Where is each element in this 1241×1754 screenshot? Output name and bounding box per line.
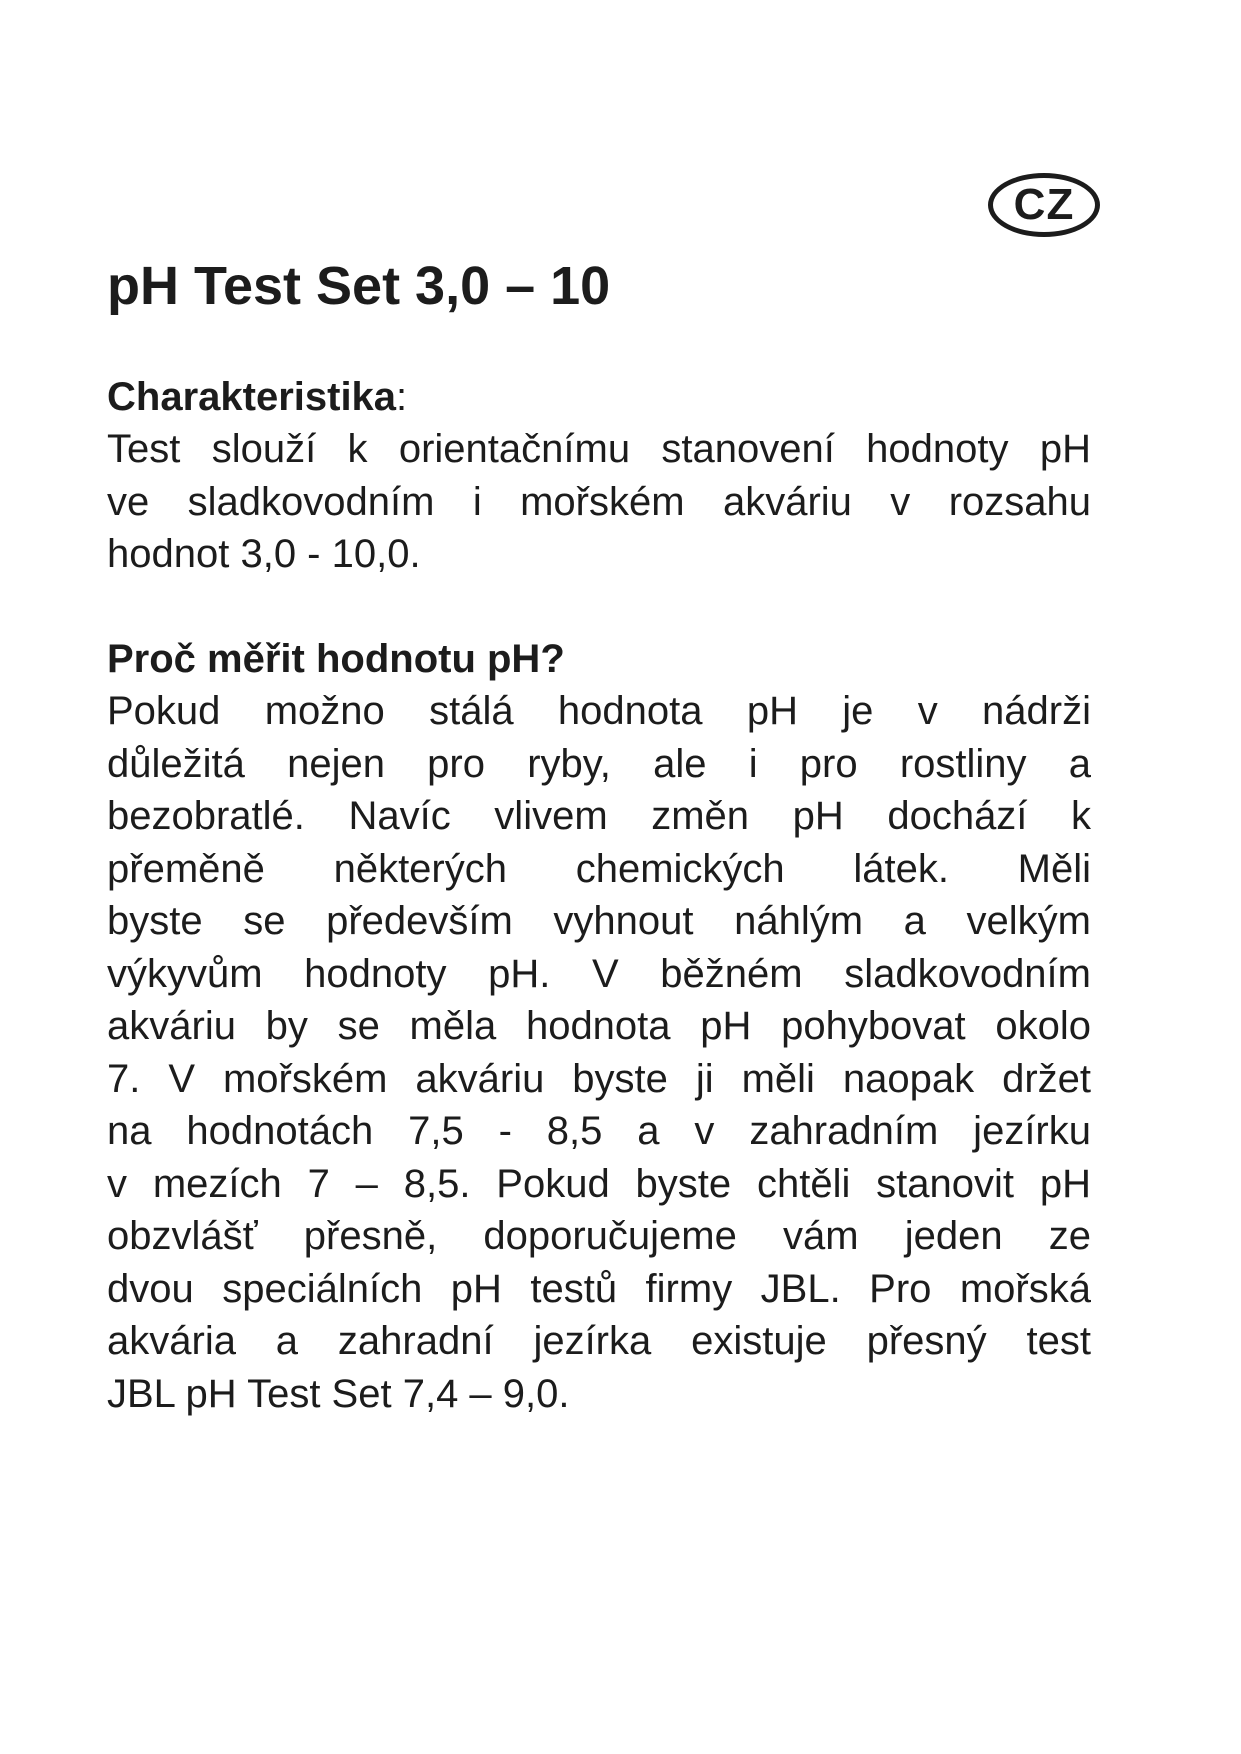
section-body <box>107 685 1091 1420</box>
section-why-measure-ph <box>107 633 1091 1420</box>
text-line: přeměně některých chemických látek. Měli <box>107 846 1091 891</box>
text-line: akvária a zahradní jezírka existuje přesný test <box>107 1319 1091 1363</box>
section-body <box>107 423 1091 581</box>
text-line: výkyvům hodnoty pH. V běžném sladkovodním <box>107 951 1091 996</box>
language-badge <box>988 173 1100 237</box>
text-line: v mezích 7 – 8,5. Pokud byste chtěli stanovit pH <box>107 1161 1091 1206</box>
section-heading-text: Charakteristika <box>107 375 397 419</box>
text-line: Test slouží k orientačnímu stanovení hodnoty pH <box>107 427 1091 471</box>
section-characteristics <box>107 371 1091 581</box>
text-line: akváriu by se měla hodnota pH pohybovat okolo <box>107 1004 1091 1048</box>
text-line: důležitá nejen pro ryby, ale i pro rostliny a <box>107 741 1091 786</box>
text-line: ve sladkovodním i mořském akváriu v rozsahu <box>107 479 1091 524</box>
section-heading-colon: : <box>396 375 408 419</box>
text-line: byste se především vyhnout náhlým a velkým <box>107 899 1091 943</box>
text-line: obzvlášť přesně, doporučujeme vám jeden ze <box>107 1214 1091 1258</box>
page-title: pH Test Set 3,0 – 10 <box>107 256 611 316</box>
text-line: JBL pH Test Set 7,4 – 9,0. <box>107 1371 570 1416</box>
language-badge-label: CZ <box>1013 180 1075 229</box>
section-heading-text: Proč měřit hodnotu pH? <box>107 637 565 681</box>
text-line: hodnot 3,0 - 10,0. <box>107 532 421 576</box>
text-line: 7. V mořském akváriu byste ji měli naopak držet <box>107 1056 1091 1101</box>
section-heading <box>107 633 1091 685</box>
text-line: bezobratlé. Navíc vlivem změn pH dochází k <box>107 794 1091 838</box>
text-line: Pokud možno stálá hodnota pH je v nádrži <box>107 689 1091 733</box>
text-line: na hodnotách 7,5 - 8,5 a v zahradním jezírku <box>107 1109 1091 1153</box>
text-line: dvou speciálních pH testů firmy JBL. Pro mořská <box>107 1266 1091 1311</box>
section-heading <box>107 371 1091 423</box>
